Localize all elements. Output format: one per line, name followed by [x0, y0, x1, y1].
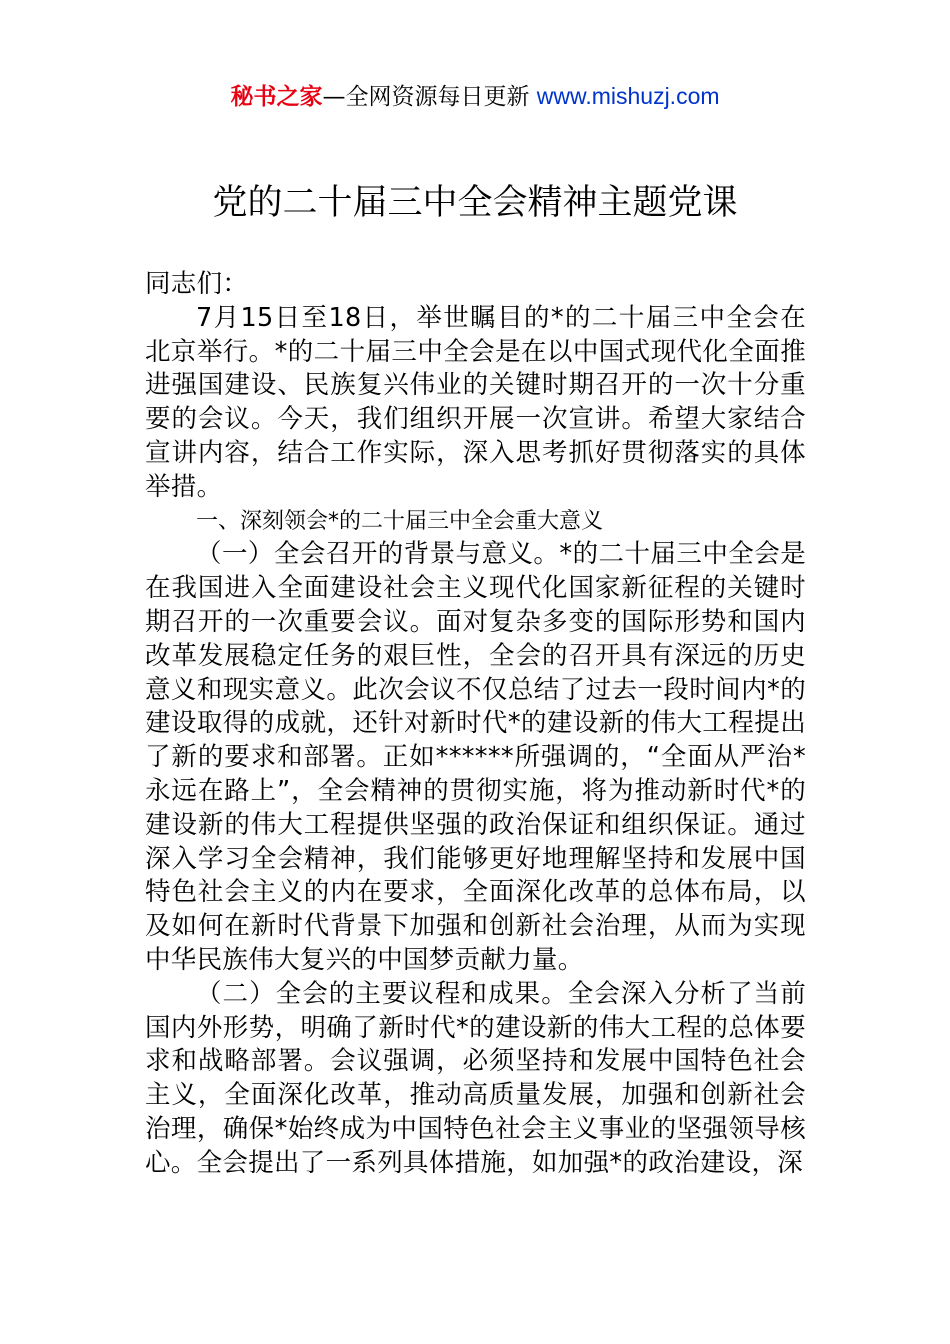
document-body	[145, 268, 806, 1181]
paragraph-intro: 7月15日至18日，举世瞩目的*的二十届三中全会在北京举行。*的二十届三中全会是在以中国式现代化全面推进强国建设、民族复兴伟业的关键时期召开的一次十分重要的会议。今天，我们组织开展一次宣讲。希望大家结合宣讲内容，结合工作实际，深入思考抓好贯彻落实的具体举措。	[145, 302, 806, 502]
salutation: 同志们：	[145, 269, 249, 299]
site-url-link[interactable]: www.mishuzj.com	[536, 83, 720, 109]
document-title: 党的二十届三中全会精神主题党课	[212, 183, 738, 223]
paragraph-agenda: （二）全会的主要议程和成果。全会深入分析了当前国内外形势，明确了新时代*的建设新的伟大工程的总体要求和战略部署。会议强调，必须坚持和发展中国特色社会主义，全面深化改革，推动高质量发展，加强和创新社会治理，确保*始终成为中国特色社会主义事业的坚强领导核心。全会提出了一系列具体措施，如加强*的政治建设，深	[145, 978, 806, 1178]
section-heading-1: 一、深刻领会*的二十届三中全会重大意义	[196, 508, 604, 534]
site-banner	[0, 80, 950, 113]
site-brand: 秘书之家	[230, 84, 323, 110]
site-tagline: —全网资源每日更新	[322, 84, 537, 110]
paragraph-background: （一）全会召开的背景与意义。*的二十届三中全会是在我国进入全面建设社会主义现代化国家新征程的关键时期召开的一次重要会议。面对复杂多变的国际形势和国内改革发展稳定任务的艰巨性，全会的召开具有深远的历史意义和现实意义。此次会议不仅总结了过去一段时间内*的建设取得的成就，还针对新时代*的建设新的伟大工程提出了新的要求和部署。正如******所强调的，“全面从严治*永远在路上”，全会精神的贯彻实施，将为推动新时代*的建设新的伟大工程提供坚强的政治保证和组织保证。通过深入学习全会精神，我们能够更好地理解坚持和发展中国特色社会主义的内在要求，全面深化改革的总体布局，以及如何在新时代背景下加强和创新社会治理，从而为实现中华民族伟大复兴的中国梦贡献力量。	[145, 539, 806, 975]
